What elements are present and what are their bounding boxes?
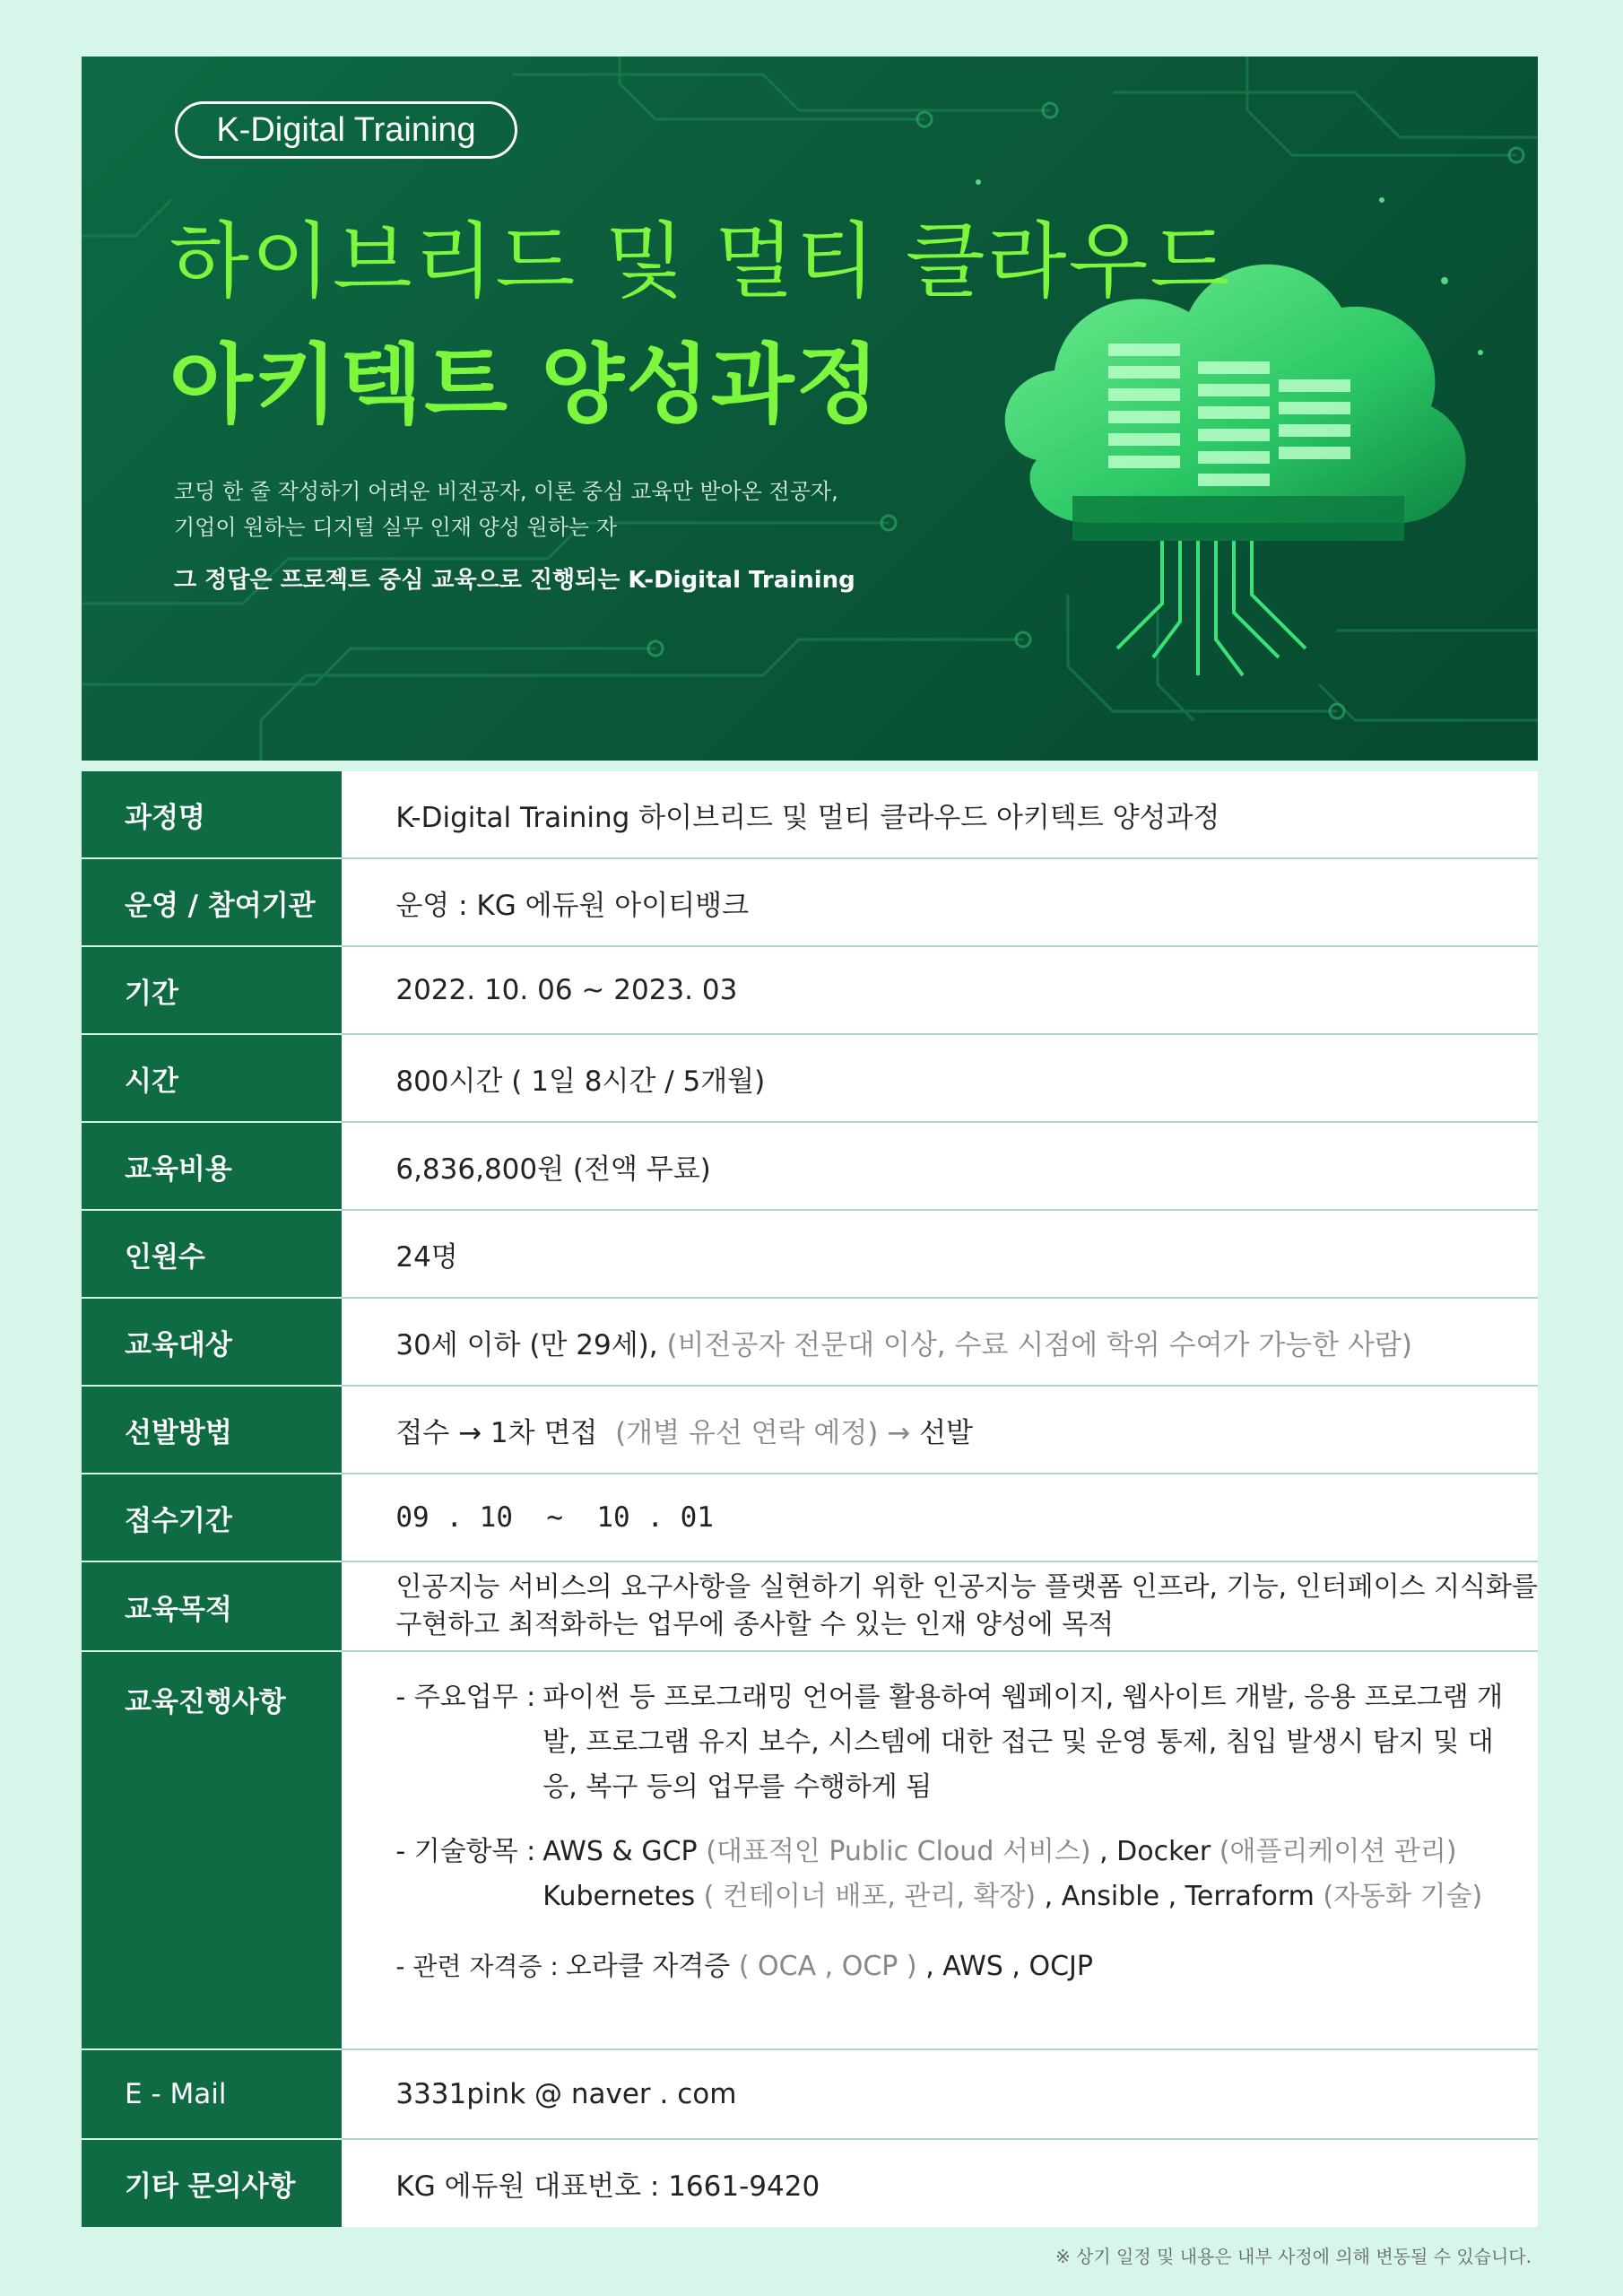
target-note: (비전공자 전문대 이상, 수료 시점에 학위 수여가 가능한 사람) <box>666 1328 1413 1361</box>
label-goal: 교육목적 <box>82 1561 342 1651</box>
value-email: 3331pink @ naver . com <box>342 2049 1538 2139</box>
row-org <box>82 858 1538 946</box>
row-email <box>82 2049 1538 2139</box>
tech-kubernetes: Kubernetes <box>542 1881 696 1912</box>
row-people <box>82 1210 1538 1298</box>
row-course <box>82 771 1538 858</box>
tech-aws-gcp: AWS & GCP <box>542 1836 698 1867</box>
label-course: 과정명 <box>82 771 342 858</box>
label-contact: 기타 문의사항 <box>82 2139 342 2227</box>
label-selection: 선발방법 <box>82 1386 342 1474</box>
detail-tech <box>395 1830 1520 1919</box>
cert-key: - 관련 자격증 : <box>395 1952 559 1981</box>
row-selection <box>82 1386 1538 1474</box>
label-details: 교육진행사항 <box>82 1651 342 2049</box>
label-org: 운영 / 참여기관 <box>82 858 342 946</box>
row-target <box>82 1298 1538 1386</box>
label-email: E - Mail <box>82 2049 342 2139</box>
goal-line1: 인공지능 서비스의 요구사항을 실현하기 위한 인공지능 플랫폼 인프라, 기능, 인터페이스 지식화를 <box>395 1571 1538 1603</box>
hero-title-line1: 하이브리드 및 멀티 클라우드 <box>169 213 1232 309</box>
detail-cert <box>395 1944 1520 1989</box>
value-hours: 800시간 ( 1일 8시간 / 5개월) <box>342 1034 1538 1122</box>
row-hours <box>82 1034 1538 1122</box>
value-course: K-Digital Training 하이브리드 및 멀티 클라우드 아키텍트 양성과정 <box>342 771 1538 858</box>
label-people: 인원수 <box>82 1210 342 1298</box>
label-target: 교육대상 <box>82 1298 342 1386</box>
hero-title-line2: 아키텍트 양성과정 <box>169 335 881 435</box>
tech-kubernetes-note: ( 컨테이너 배포, 관리, 확장) <box>703 1881 1037 1912</box>
value-apply: 09 . 10 ~ 10 . 01 <box>342 1474 1538 1561</box>
value-cost: 6,836,800원 (전액 무료) <box>342 1122 1538 1210</box>
tech-docker-note: (애플리케이션 관리) <box>1219 1836 1457 1867</box>
hero-desc-line1: 코딩 한 줄 작성하기 어려운 비전공자, 이론 중심 교육만 받아온 전공자, <box>174 479 838 504</box>
cert-oracle: 오라클 자격증 <box>565 1951 731 1982</box>
row-period <box>82 946 1538 1034</box>
value-people: 24명 <box>342 1210 1538 1298</box>
cert-value <box>566 1944 1093 1989</box>
label-apply: 접수기간 <box>82 1474 342 1561</box>
tech-automation-note: (자동화 기술) <box>1323 1881 1483 1912</box>
value-contact: KG 에듀원 대표번호 : 1661-9420 <box>395 2170 820 2203</box>
tech-docker: , Docker <box>1099 1836 1211 1867</box>
label-hours: 시간 <box>82 1034 342 1122</box>
duty-key: - 주요업무 : <box>395 1682 536 1713</box>
cert-oracle-note: ( OCA , OCP ) <box>738 1951 917 1982</box>
hero-answer: 그 정답은 프로젝트 중심 교육으로 진행되는 K-Digital Training <box>174 567 855 594</box>
tech-key: - 기술항목 : <box>395 1836 536 1867</box>
detail-duty <box>395 1675 1520 1810</box>
label-period: 기간 <box>82 946 342 1034</box>
label-cost: 교육비용 <box>82 1122 342 1210</box>
row-cost <box>82 1122 1538 1210</box>
hero-desc-line2: 기업이 원하는 디지털 실무 인재 양성 원하는 자 <box>174 515 617 540</box>
value-target <box>342 1298 1538 1386</box>
course-info-table <box>82 771 1538 2227</box>
selection-note: (개별 유선 연락 예정) → <box>615 1416 911 1449</box>
value-details <box>342 1651 1538 2049</box>
hero-banner <box>82 57 1538 761</box>
selection-step: 접수 → 1차 면접 <box>395 1416 598 1449</box>
cert-others: , AWS , OCJP <box>925 1951 1093 1982</box>
footnote: ※ 상기 일정 및 내용은 내부 사정에 의해 변동될 수 있습니다. <box>1055 2246 1532 2267</box>
row-apply <box>82 1474 1538 1561</box>
value-period: 2022. 10. 06 ~ 2023. 03 <box>342 946 1538 1034</box>
target-main: 30세 이하 (만 29세), <box>395 1328 658 1361</box>
row-contact <box>82 2139 1538 2227</box>
row-goal <box>82 1561 1538 1651</box>
tech-value <box>542 1830 1482 1919</box>
selection-final: 선발 <box>919 1416 973 1449</box>
tech-aws-gcp-note: (대표적인 Public Cloud 서비스) <box>706 1836 1091 1867</box>
goal-line2: 구현하고 최적화하는 업무에 종사할 수 있는 인재 양성에 목적 <box>395 1609 1115 1640</box>
value-goal <box>342 1561 1538 1651</box>
duty-value: 파이썬 등 프로그래밍 언어를 활용하여 웹페이지, 웹사이트 개발, 응용 프로그램 개발, 프로그램 유지 보수, 시스템에 대한 접근 및 운영 통제, 침입 발생시 탐지 및 대응, 복구 등의 업무를 수행하게 됨 <box>542 1682 1504 1803</box>
value-org: 운영 : KG 에듀원 아이티뱅크 <box>342 858 1538 946</box>
value-selection <box>342 1386 1538 1474</box>
row-details <box>82 1651 1538 2049</box>
program-badge: K-Digital Training <box>175 101 517 159</box>
tech-ansible-terraform: , Ansible , Terraform <box>1044 1881 1315 1912</box>
